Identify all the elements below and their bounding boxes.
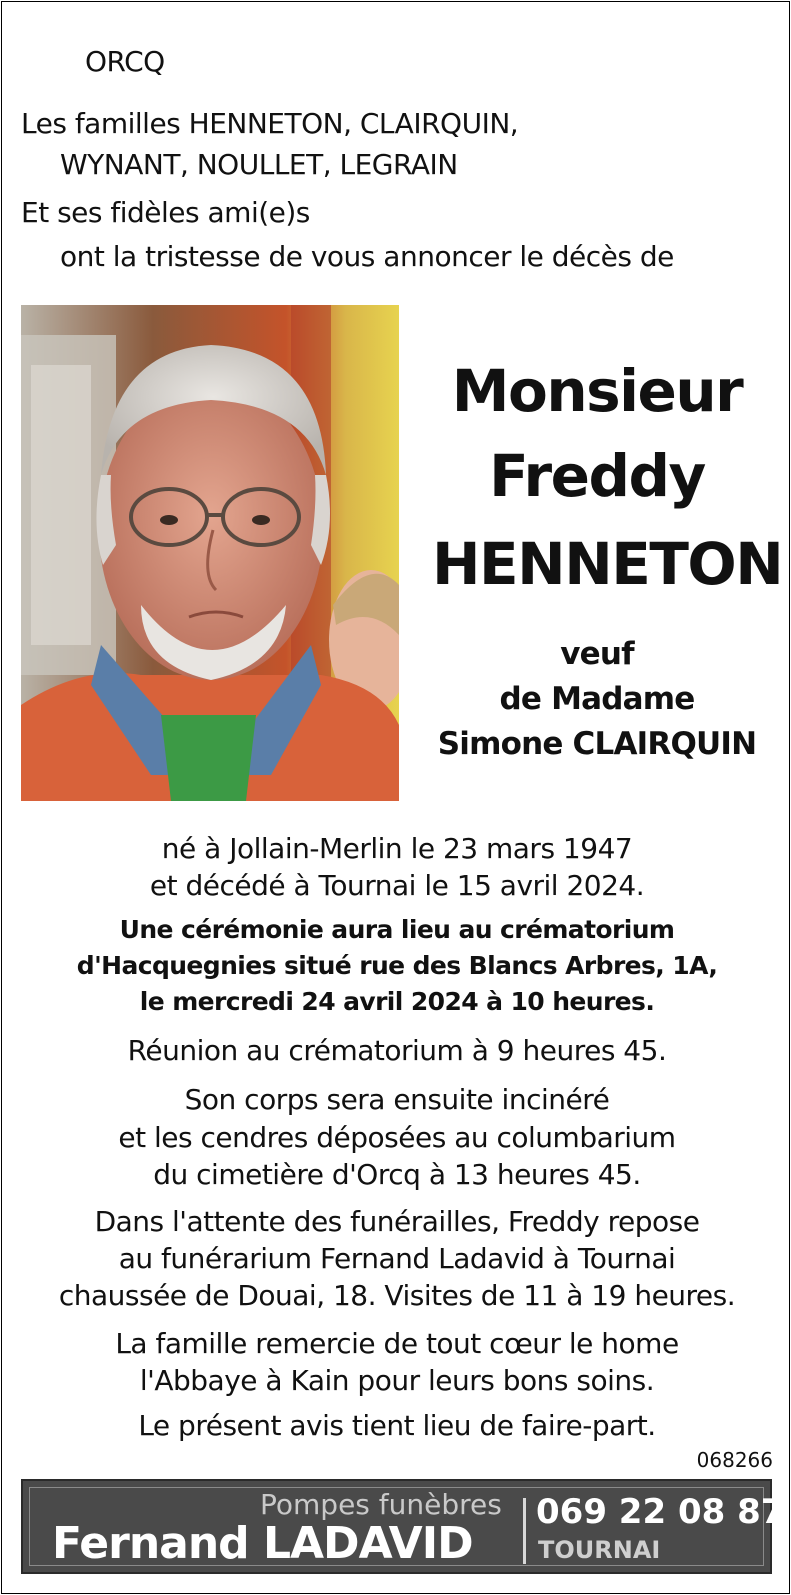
cremation-line-1: Son corps sera ensuite incinéré bbox=[184, 1083, 610, 1116]
ceremony-line-3: le mercredi 24 avril 2024 à 10 heures. bbox=[139, 987, 655, 1016]
banner-label: Pompes funèbres bbox=[260, 1488, 502, 1521]
funeral-home-phone: 069 22 08 87 bbox=[536, 1492, 785, 1532]
reference-number: 068266 bbox=[696, 1448, 773, 1472]
families-line-2: WYNANT, NOULLET, LEGRAIN bbox=[60, 148, 458, 181]
banner-frame bbox=[29, 1487, 785, 1569]
notice-line: Le présent avis tient lieu de faire-part. bbox=[138, 1409, 656, 1442]
families-line-1: Les familles HENNETON, CLAIRQUIN, bbox=[21, 107, 519, 140]
ceremony-line-2: d'Hacquegnies situé rue des Blancs Arbres, 1A, bbox=[76, 951, 718, 980]
deceased-title: Monsieur bbox=[451, 357, 743, 425]
deceased-first-name: Freddy bbox=[489, 442, 705, 510]
wake-line-1: Dans l'attente des funérailles, Freddy repose bbox=[94, 1205, 700, 1238]
reunion-line: Réunion au crématorium à 9 heures 45. bbox=[127, 1034, 667, 1067]
widower-line-1: veuf bbox=[560, 636, 634, 672]
announce-line: ont la tristesse de vous annoncer le décès de bbox=[60, 240, 674, 273]
funeral-home-banner bbox=[21, 1479, 785, 1574]
widower-line-2: de Madame bbox=[499, 681, 695, 717]
banner-divider bbox=[523, 1498, 526, 1564]
birth-line: né à Jollain-Merlin le 23 mars 1947 bbox=[161, 832, 633, 865]
cremation-line-2: et les cendres déposées au columbarium bbox=[118, 1121, 676, 1154]
cremation-line-3: du cimetière d'Orcq à 13 heures 45. bbox=[153, 1158, 641, 1191]
wake-line-3: chaussée de Douai, 18. Visites de 11 à 19 heures. bbox=[58, 1279, 736, 1312]
deceased-last-name: HENNETON bbox=[432, 530, 783, 598]
portrait-photo bbox=[21, 305, 399, 801]
ceremony-line-1: Une cérémonie aura lieu au crématorium bbox=[119, 915, 675, 944]
death-line: et décédé à Tournai le 15 avril 2024. bbox=[149, 869, 645, 902]
thanks-line-2: l'Abbaye à Kain pour leurs bons soins. bbox=[139, 1364, 655, 1397]
obituary-notice bbox=[1, 1, 790, 1594]
widower-line-3: Simone CLAIRQUIN bbox=[437, 726, 757, 762]
village-name: ORCQ bbox=[85, 45, 165, 78]
wake-line-2: au funérarium Fernand Ladavid à Tournai bbox=[118, 1242, 676, 1275]
thanks-line-1: La famille remercie de tout cœur le home bbox=[115, 1327, 679, 1360]
friends-line: Et ses fidèles ami(e)s bbox=[21, 196, 310, 229]
funeral-home-city: TOURNAI bbox=[538, 1536, 661, 1564]
funeral-home-name: Fernand LADAVID bbox=[52, 1518, 473, 1569]
